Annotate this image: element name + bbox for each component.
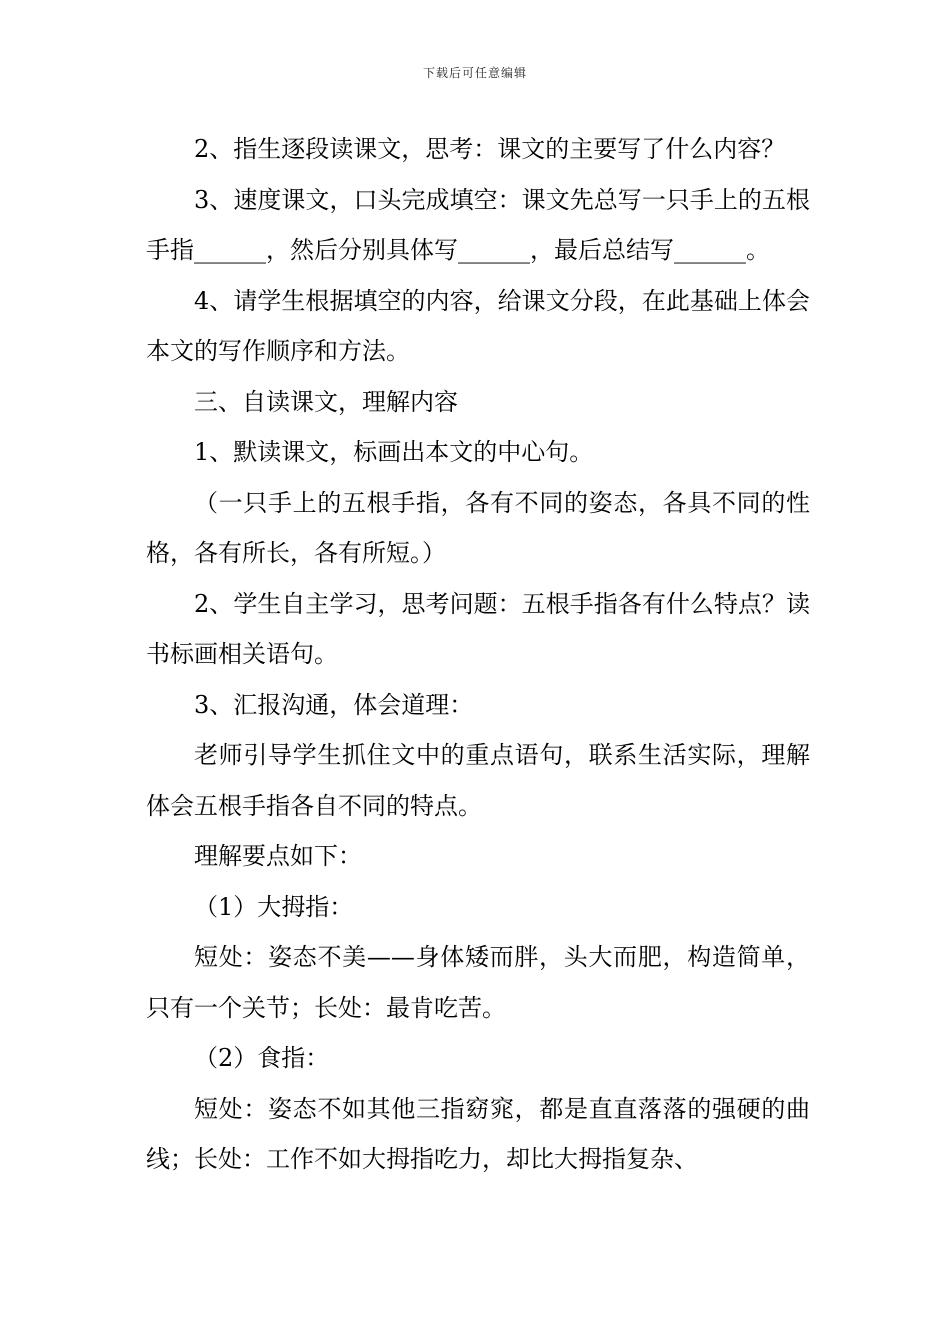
paragraph: 1、默读课文，标画出本文的中心句。 <box>194 438 594 466</box>
paragraph: 2、指生逐段读课文，思考：课文的主要写了什么内容？ <box>194 135 786 163</box>
paragraph: （一只手上的五根手指，各有不同的姿态，各具不同的性格，各有所长，各有所短。） <box>146 488 810 567</box>
paragraph: 4、请学生根据填空的内容，给课文分段，在此基础上体会本文的写作顺序和方法。 <box>146 286 810 365</box>
paragraph: 短处：姿态不美——身体矮而胖，头大而肥，构造简单，只有一个关节；长处：最肯吃苦。 <box>146 943 810 1022</box>
paragraph: 老师引导学生抓住文中的重点语句，联系生活实际，理解体会五根手指各自不同的特点。 <box>146 741 810 820</box>
paragraph: 3、速度课文，口头完成填空：课文先总写一只手上的五根手指______，然后分别具体写______，最后总结写______。 <box>146 185 810 264</box>
header-note: 下载后可任意编辑 <box>422 66 527 80</box>
paragraph: 2、学生自主学习，思考问题：五根手指各有什么特点？读书标画相关语句。 <box>146 589 810 668</box>
paragraph: （2）食指： <box>194 1044 330 1072</box>
paragraph: 理解要点如下： <box>194 842 362 870</box>
paragraph: 3、汇报沟通，体会道理： <box>194 690 474 719</box>
section-heading: 三、自读课文，理解内容 <box>194 387 458 416</box>
document-body <box>146 124 810 1185</box>
paragraph: 短处：姿态不如其他三指窈窕，都是直直落落的强硬的曲线；长处：工作不如大拇指吃力，却比大拇指复杂、 <box>146 1094 810 1173</box>
paragraph: （1）大拇指： <box>194 892 354 921</box>
